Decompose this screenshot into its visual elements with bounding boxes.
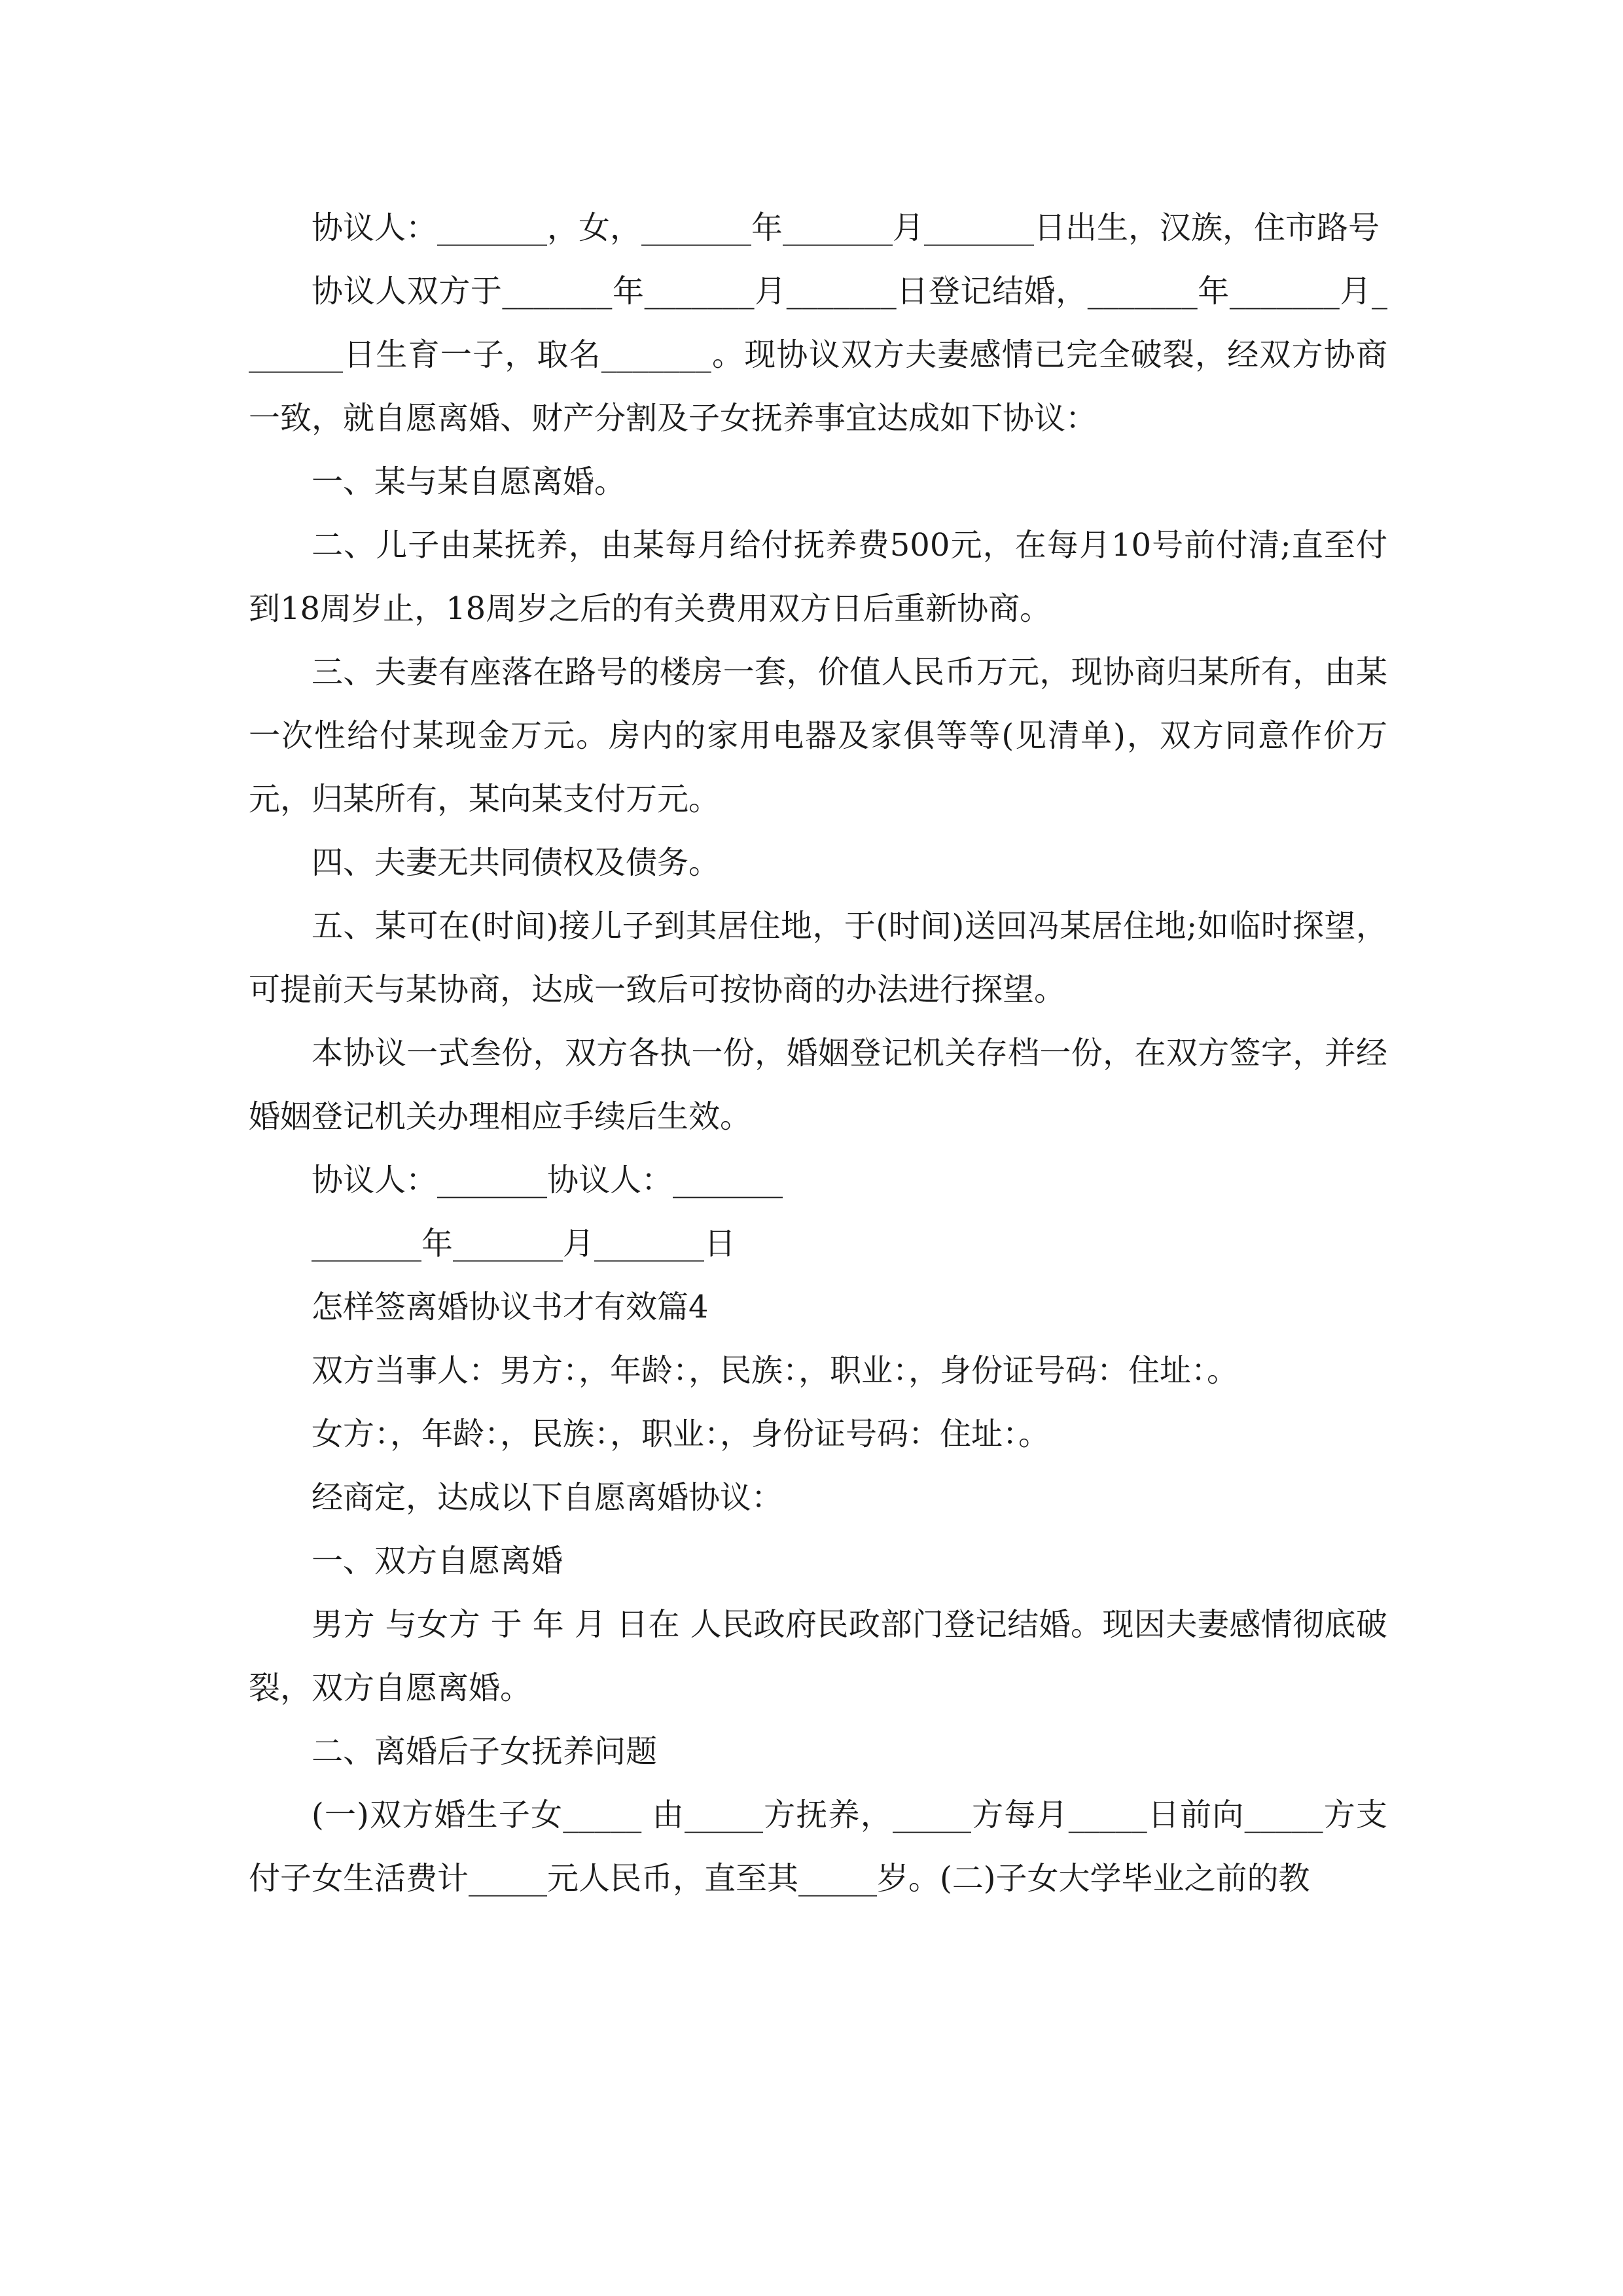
paragraph-clause-5: 五、某可在(时间)接儿子到其居住地，于(时间)送回冯某居住地;如临时探望，可提前天与某协商，达成一致后可按协商的办法进行探望。 <box>249 908 1387 1008</box>
paragraph-clause-3: 三、夫妻有座落在路号的楼房一套，价值人民币万元，现协商归某所有，由某一次性给付某现金万元。房内的家用电器及家俱等等(见清单)，双方同意作价万元，归某所有，某向某支付万元。 <box>249 654 1387 817</box>
paragraph-marriage-info: 协议人双方于_______年_______月_______日登记结婚，_______年_______月_______日生育一子，取名_______。现协议双方夫妻感情已完全破裂，经双方协商一致，就自愿离婚、财产分割及子女抚养事宜达成如下协议： <box>249 273 1387 437</box>
paragraph-item-2-title: 二、离婚后子女抚养问题 <box>312 1733 658 1770</box>
paragraph-agreement-intro: 经商定，达成以下自愿离婚协议： <box>312 1479 783 1516</box>
section-heading: 怎样签离婚协议书才有效篇4 <box>312 1289 709 1325</box>
paragraph-item-2-body: (一)双方婚生子女_____ 由_____方抚养，_____方每月_____日前向_____方支付子女生活费计_____元人民币，直至其_____岁。(二)子女大学毕业之前的教 <box>249 1797 1387 1897</box>
paragraph-clause-1: 一、某与某自愿离婚。 <box>312 463 626 500</box>
paragraph-party-info: 协议人：_______，女，_______年_______月_______日出生，汉族，住市路号 <box>312 209 1380 246</box>
paragraph-clause-2: 二、儿子由某抚养，由某每月给付抚养费500元，在每月10号前付清;直至付到18周岁止，18周岁之后的有关费用双方日后重新协商。 <box>249 527 1387 627</box>
paragraph-clause-4: 四、夫妻无共同债权及债务。 <box>312 844 721 881</box>
paragraph-item-1-body: 男方 与女方 于 年 月 日在 人民政府民政部门登记结婚。现因夫妻感情彻底破裂，双方自愿离婚。 <box>249 1606 1387 1706</box>
paragraph-date: _______年_______月_______日 <box>312 1225 736 1262</box>
document-body <box>249 196 1387 1910</box>
paragraph-signatures: 协议人：_______协议人：_______ <box>312 1162 783 1198</box>
paragraph-effectiveness: 本协议一式叁份，双方各执一份，婚姻登记机关存档一份，在双方签字，并经婚姻登记机关办理相应手续后生效。 <box>249 1035 1387 1135</box>
paragraph-male-party: 双方当事人：男方：，年龄：，民族：，职业：，身份证号码：住址：。 <box>312 1352 1239 1389</box>
paragraph-female-party: 女方：，年龄：，民族：，职业：，身份证号码：住址：。 <box>312 1416 1050 1452</box>
paragraph-item-1-title: 一、双方自愿离婚 <box>312 1543 563 1579</box>
